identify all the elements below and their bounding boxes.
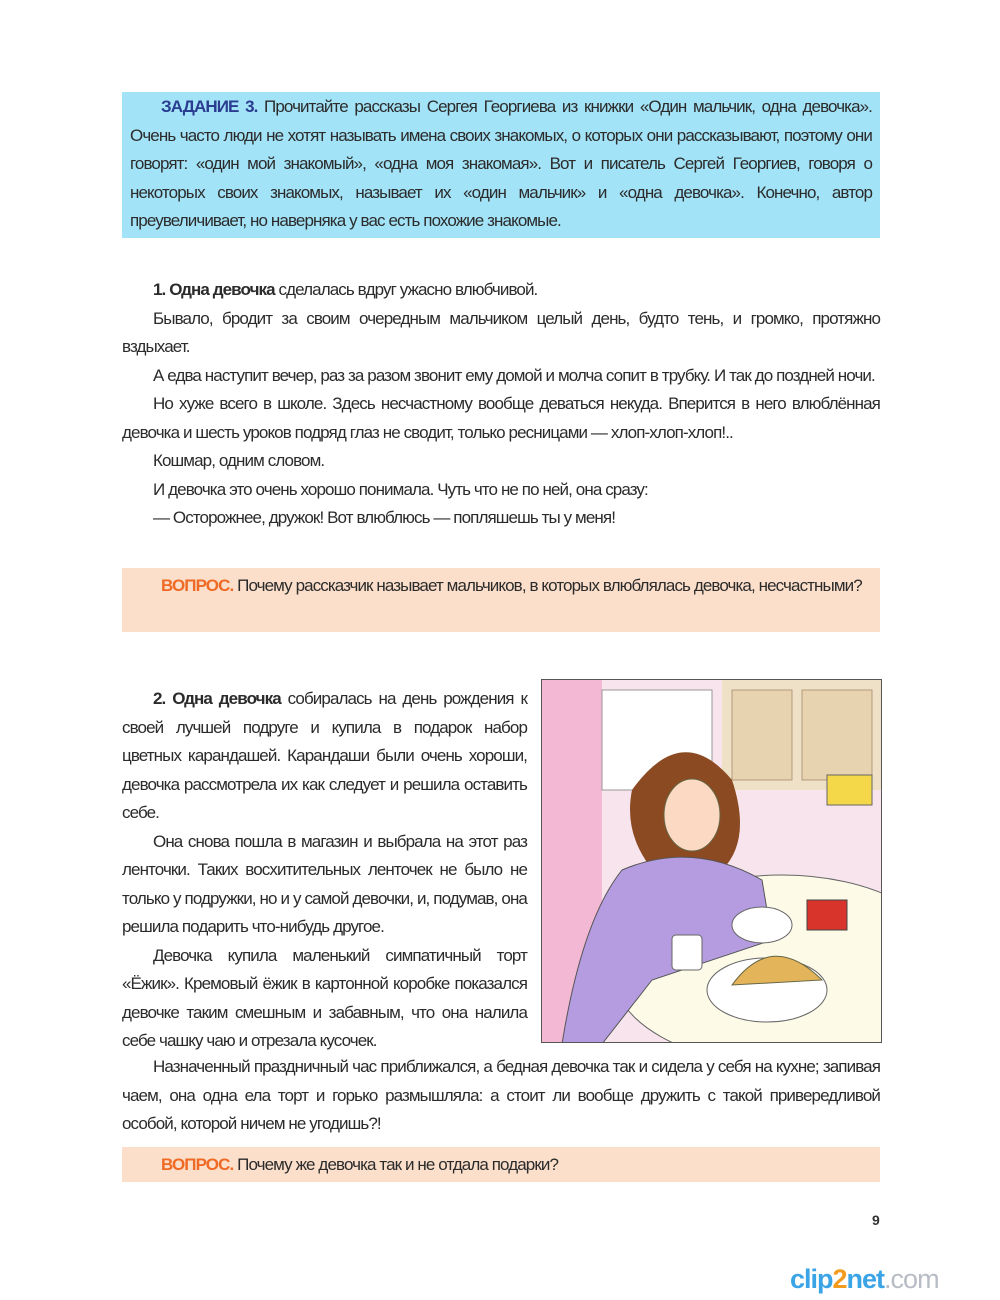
page-number: 9	[872, 1212, 880, 1228]
watermark-part: .com	[884, 1264, 939, 1294]
story-2	[122, 685, 527, 1056]
paragraph: Бывало, бродит за своим очередным мальчиком целый день, будто тень, и громко, протяжно вздыхает.	[122, 308, 880, 356]
story-2-first: собиралась на день рождения к своей лучшей подруге и купила в подарок набор цветных карандашей. Карандаши были очень хороши, девочка рассмотрела их как следует и решила оставить себе.	[122, 689, 527, 822]
story-1-lead: 1. Одна девочка	[153, 280, 275, 299]
paragraph: Кошмар, одним словом.	[153, 451, 325, 470]
paragraph: — Осторожнее, дружок! Вот влюблюсь — попляшешь ты у меня!	[153, 508, 616, 527]
question-label: ВОПРОС.	[161, 576, 234, 595]
question-label: ВОПРОС.	[161, 1155, 234, 1174]
question-1-box	[122, 568, 880, 632]
task-label: ЗАДАНИЕ 3.	[161, 97, 258, 116]
watermark-part: clip	[790, 1264, 833, 1294]
task-text: Прочитайте рассказы Сергея Георгиева из книжки «Один мальчик, одна девочка». Очень часто люди не хотят называть имена своих знакомых, о которых они рассказывают, поэтому они говорят: «один мой знакомый», «одна моя знакомая». Вот и писатель Сергей Георгиев, говоря о некоторых своих знакомых, называет их «один мальчик» и «одна девочка». Конечно, автор преувеличивает, но наверняка у вас есть похожие знакомые.	[130, 97, 873, 230]
watermark-part: 2	[832, 1264, 847, 1294]
paragraph: И девочка это очень хорошо понимала. Чуть что не по ней, она сразу:	[153, 479, 648, 499]
paragraph: Назначенный праздничный час приближался, а бедная девочка так и сидела у себя на кухне; запивая чаем, она одна ела торт и горько размышляла: а стоит ли вообще дружить с такой привередливой особой, которой ничем не угодишь?!	[122, 1057, 880, 1133]
watermark-part: net	[846, 1264, 885, 1294]
paragraph: Но хуже всего в школе. Здесь несчастному вообще деваться некуда. Вперится в него влюблённая девочка и шесть уроков подряд глаз не сводит, только ресницами — хлоп-хлоп-хлоп!..	[122, 394, 880, 442]
watermark-logo	[790, 1264, 939, 1295]
question-2-box	[122, 1147, 880, 1182]
story-1-first: сделалась вдруг ужасно влюбчивой.	[274, 280, 538, 299]
task-box	[122, 92, 880, 238]
illustration-girl-with-cake	[541, 679, 882, 1043]
paragraph: Девочка купила маленький симпатичный торт «Ёжик». Кремовый ёжик в картонной коробке показался девочке таким смешным и забавным, что она налила себе чашку чаю и отрезала кусочек.	[122, 945, 527, 1050]
paragraph: А едва наступит вечер, раз за разом звонит ему домой и молча сопит в трубку. И так до поздней ночи.	[153, 365, 875, 385]
paragraph: Она снова пошла в магазин и выбрала на этот раз ленточки. Таких восхитительных ленточек не было не только у подружки, но и у самой девочки, и, подумав, она решила подарить что-нибудь другое.	[122, 831, 527, 936]
story-2-end	[122, 1053, 880, 1139]
story-2-lead: 2. Одна девочка	[153, 689, 281, 708]
story-1	[122, 276, 880, 533]
question-text: Почему же девочка так и не отдала подарки?	[233, 1155, 559, 1174]
question-text: Почему рассказчик называет мальчиков, в которых влюблялась девочка, несчастными?	[233, 576, 862, 595]
